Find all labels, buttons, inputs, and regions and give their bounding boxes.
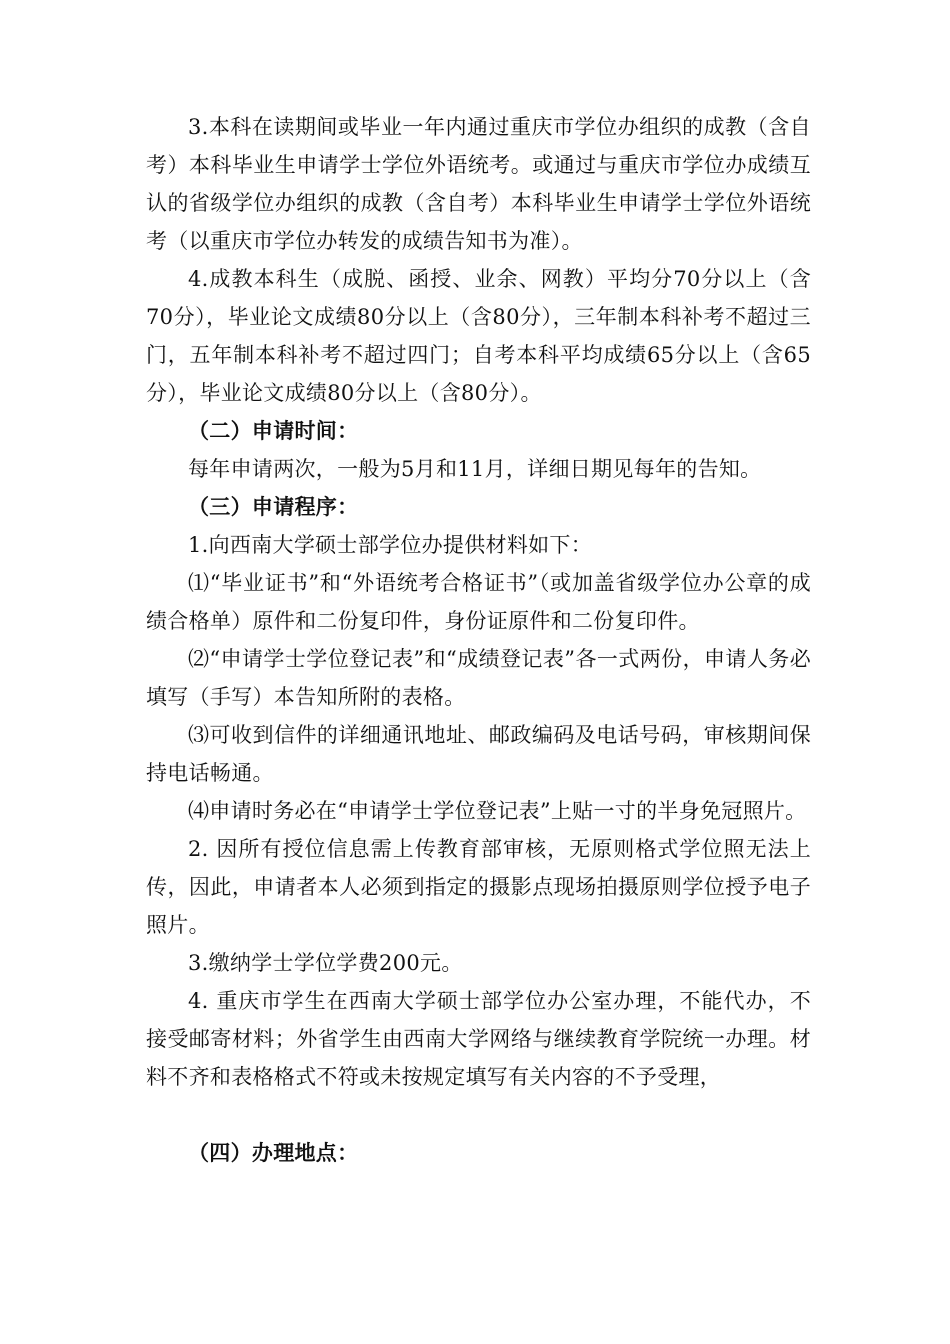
paragraph-application-time: 每年申请两次，一般为5月和11月，详细日期见每年的告知。 (188, 457, 762, 481)
paragraph-material-1: ⑴“毕业证书”和“外语统考合格证书”（或加盖省级学位办公章的成绩合格单）原件和二份复印件，身份证原件和二份复印件。 (146, 571, 811, 633)
section-heading-application-procedure: （三）申请程序： (188, 494, 359, 519)
paragraph-material-2: ⑵“申请学士学位登记表”和“成绩登记表”各一式两份，申请人务必填写（手写）本告知所附的表格。 (146, 647, 811, 709)
blank-line (146, 1096, 811, 1134)
paragraph-procedure-4: 4. 重庆市学生在西南大学硕士部学位办公室办理，不能代办，不接受邮寄材料；外省学生由西南大学网络与继续教育学院统一办理。材料不齐和表格格式不符或未按规定填写有关内容的不予受理， (146, 989, 811, 1089)
paragraph-procedure-3: 3.缴纳学士学位学费200元。 (188, 951, 463, 975)
paragraph-procedure-2: 2. 因所有授位信息需上传教育部审核，无原则格式学位照无法上传，因此，申请者本人必须到指定的摄影点现场拍摄原则学位授予电子照片。 (146, 837, 811, 937)
section-heading-location: （四）办理地点： (188, 1140, 359, 1165)
paragraph-material-4: ⑷申请时务必在“申请学士学位登记表”上贴一寸的半身免冠照片。 (188, 799, 807, 823)
paragraph-material-3: ⑶可收到信件的详细通讯地址、邮政编码及电话号码，审核期间保持电话畅通。 (146, 723, 811, 785)
paragraph-procedure-1: 1.向西南大学硕士部学位办提供材料如下： (188, 533, 593, 557)
paragraph-requirement-4: 4.成教本科生（成脱、函授、业余、网教）平均分70分以上（含70分），毕业论文成绩80分以上（含80分），三年制本科补考不超过三门，五年制本科补考不超过四门；自考本科平均成绩65分以上（含65分），毕业论文成绩80分以上（含80分）。 (146, 267, 811, 405)
document-body (146, 108, 811, 1172)
section-heading-application-time: （二）申请时间： (188, 418, 359, 443)
paragraph-requirement-3: 3.本科在读期间或毕业一年内通过重庆市学位办组织的成教（含自考）本科毕业生申请学士学位外语统考。或通过与重庆市学位办成绩互认的省级学位办组织的成教（含自考）本科毕业生申请学士学位外语统考（以重庆市学位办转发的成绩告知书为准）。 (146, 115, 811, 253)
